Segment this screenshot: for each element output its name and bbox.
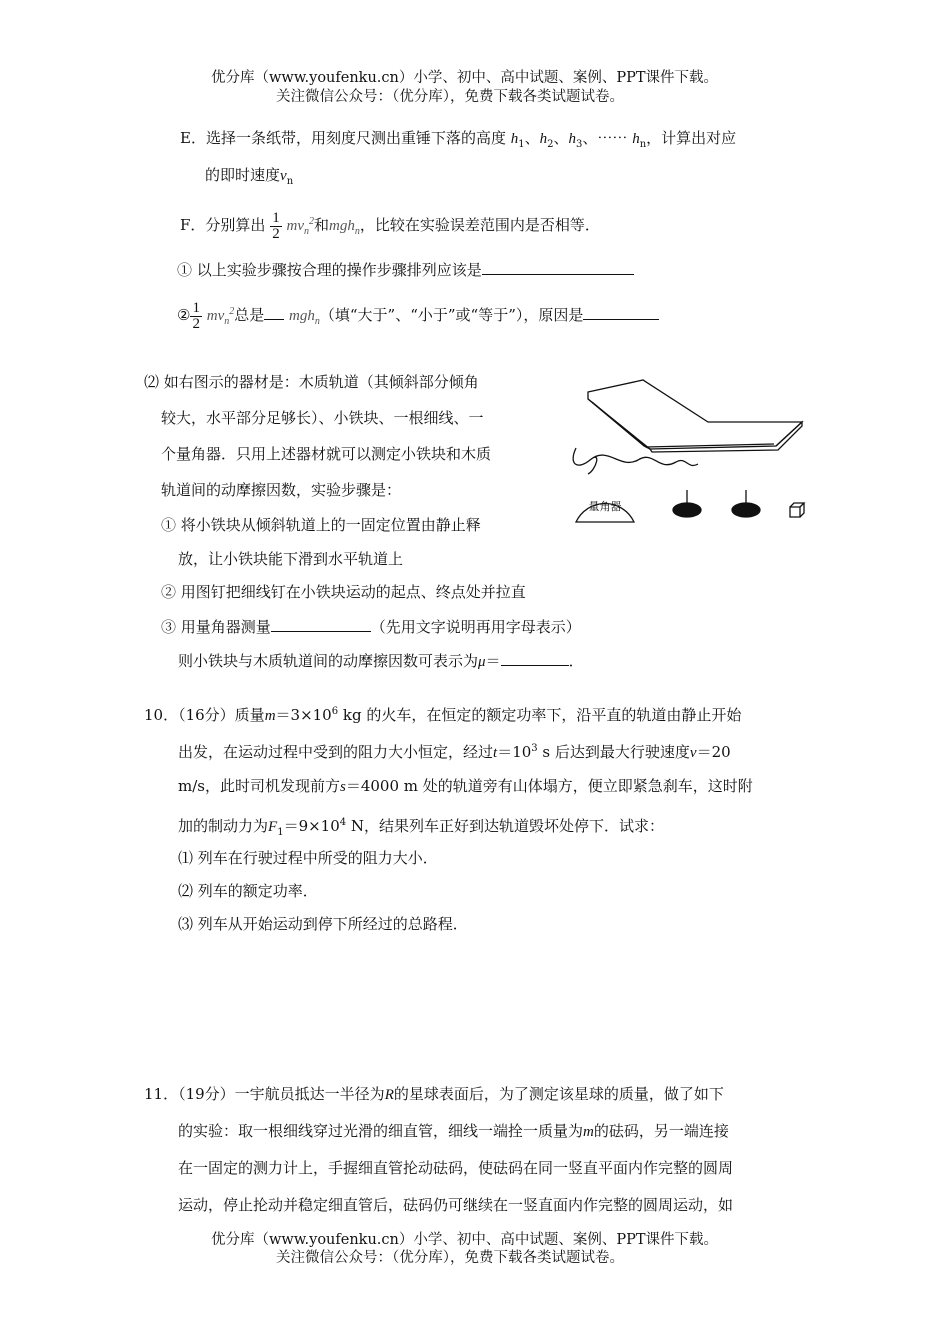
- step-e-label: E．: [180, 129, 206, 147]
- q10-line-2: 出发，在运动过程中受到的阻力大小恒定，经过$t=10^3$ s 后达到最大行驶速度v＝20: [178, 743, 731, 761]
- header-line-1: 优分库（www.youfenku.cn）小学、初中、高中试题、案例、PPT课件下载。: [211, 70, 719, 86]
- part2-step-3: ③ 用量角器测量 （先用文字说明再用字母表示）: [161, 615, 581, 637]
- protractor-icon: [576, 499, 634, 522]
- q10-line-1: 10．（16分）质量$m=3\times 10^6$ kg 的火车，在恒定的额定功率下，沿平直的轨道由静止开始: [144, 706, 742, 724]
- apparatus-figure: [568, 370, 808, 530]
- iron-block-icon: [790, 503, 804, 517]
- step-f: F．分别算出 $\frac{1}{2}$ $mv_n^2$和mgh$_n$，比较在实验误差范围内是否相等．: [180, 209, 600, 242]
- question-1: ① 以上实验步骤按合理的操作步骤排列应该是: [177, 258, 634, 280]
- wooden-track: [588, 380, 802, 452]
- q10-sub-3: ⑶ 列车从开始运动到停下所经过的总路程．: [178, 915, 468, 933]
- footer-line-1: 优分库（www.youfenku.cn）小学、初中、高中试题、案例、PPT课件下载。: [211, 1232, 719, 1248]
- step-e-text: 选择一条纸带，用刻度尺测出重锤下落的高度: [205, 129, 506, 147]
- part2-mu-line: 则小铁块与木质轨道间的动摩擦因数可表示为μ＝ ．: [178, 649, 584, 672]
- q10-line-4: 加的制动力为$F_1=9\times 10^4$ N，结果列车正好到达轨道毁坏处停下．试求：: [178, 817, 665, 838]
- q11-line-3: 在一固定的测力计上，手握细直管抡动砝码，使砝码在同一竖直平面内作完整的圆周: [178, 1159, 734, 1177]
- answer-blank-mu[interactable]: [501, 649, 569, 666]
- thumbtack-icon-2: [732, 490, 760, 517]
- fraction-half-2: $\frac{1}{2}$: [192, 299, 200, 332]
- part2-line-4: 轨道间的动摩擦因数，实验步骤是：: [161, 481, 402, 499]
- q10-sub-2: ⑵ 列车的额定功率．: [178, 882, 318, 900]
- part2-step-2: ② 用图钉把细线钉在小铁块运动的起点、终点处并拉直: [161, 583, 526, 601]
- q10-sub-1: ⑴ 列车在行驶过程中所受的阻力大小．: [178, 849, 438, 867]
- thumbtack-icon: [673, 490, 701, 517]
- q11-line-2: 的实验：取一根细线穿过光滑的细直管，细线一端拴一质量为m的砝码，另一端连接: [178, 1122, 729, 1140]
- question-2: ② $\frac{1}{2}$ $mv_n^2$总是 mgh$_n$（填“大于”、“小于”或“等于”），原因是: [177, 290, 659, 344]
- part2-step-1-cont: 放，让小铁块能下滑到水平轨道上: [178, 550, 404, 568]
- q10-line-3: m/s，此时司机发现前方s＝4000 m 处的轨道旁有山体塌方，便立即紧急刹车，这时附: [178, 777, 753, 795]
- answer-blank-reason[interactable]: [583, 303, 659, 320]
- answer-blank-compare[interactable]: [264, 303, 284, 320]
- step-e-line-2: 的即时速度$v_n$: [205, 166, 294, 187]
- answer-blank-measure[interactable]: [271, 615, 371, 632]
- q11-line-1: 11．（19分）一宇航员抵达一半径为R的星球表面后，为了测定该星球的质量，做了如下: [144, 1085, 724, 1103]
- fraction-half: $\frac{1}{2}$: [272, 209, 280, 242]
- part2-line-1: ⑵ 如右图示的器材是：木质轨道（其倾斜部分倾角: [144, 373, 479, 391]
- q11-line-4: 运动，停止抡动并稳定细直管后，砝码仍可继续在一竖直面内作完整的圆周运动，如: [178, 1196, 734, 1214]
- header-line-2: 关注微信公众号：（优分库），免费下载各类试题试卷。: [276, 89, 624, 105]
- step-e-line-1: E．选择一条纸带，用刻度尺测出重锤下落的高度 $h_1$、$h_2$、$h_3$、⋯⋯ $h_n$，计算出对应: [180, 129, 737, 150]
- svg-text:量角器: 量角器: [588, 500, 622, 513]
- footer-line-2: 关注微信公众号：（优分库），免费下载各类试题试卷。: [276, 1250, 624, 1266]
- part2-line-2: 较大，水平部分足够长）、小铁块、一根细线、一: [161, 409, 484, 427]
- answer-blank-order[interactable]: [482, 258, 634, 275]
- part2-line-3: 个量角器．只用上述器材就可以测定小铁块和木质: [161, 445, 492, 463]
- part2-step-1: ① 将小铁块从倾斜轨道上的一固定位置由静止释: [161, 516, 481, 534]
